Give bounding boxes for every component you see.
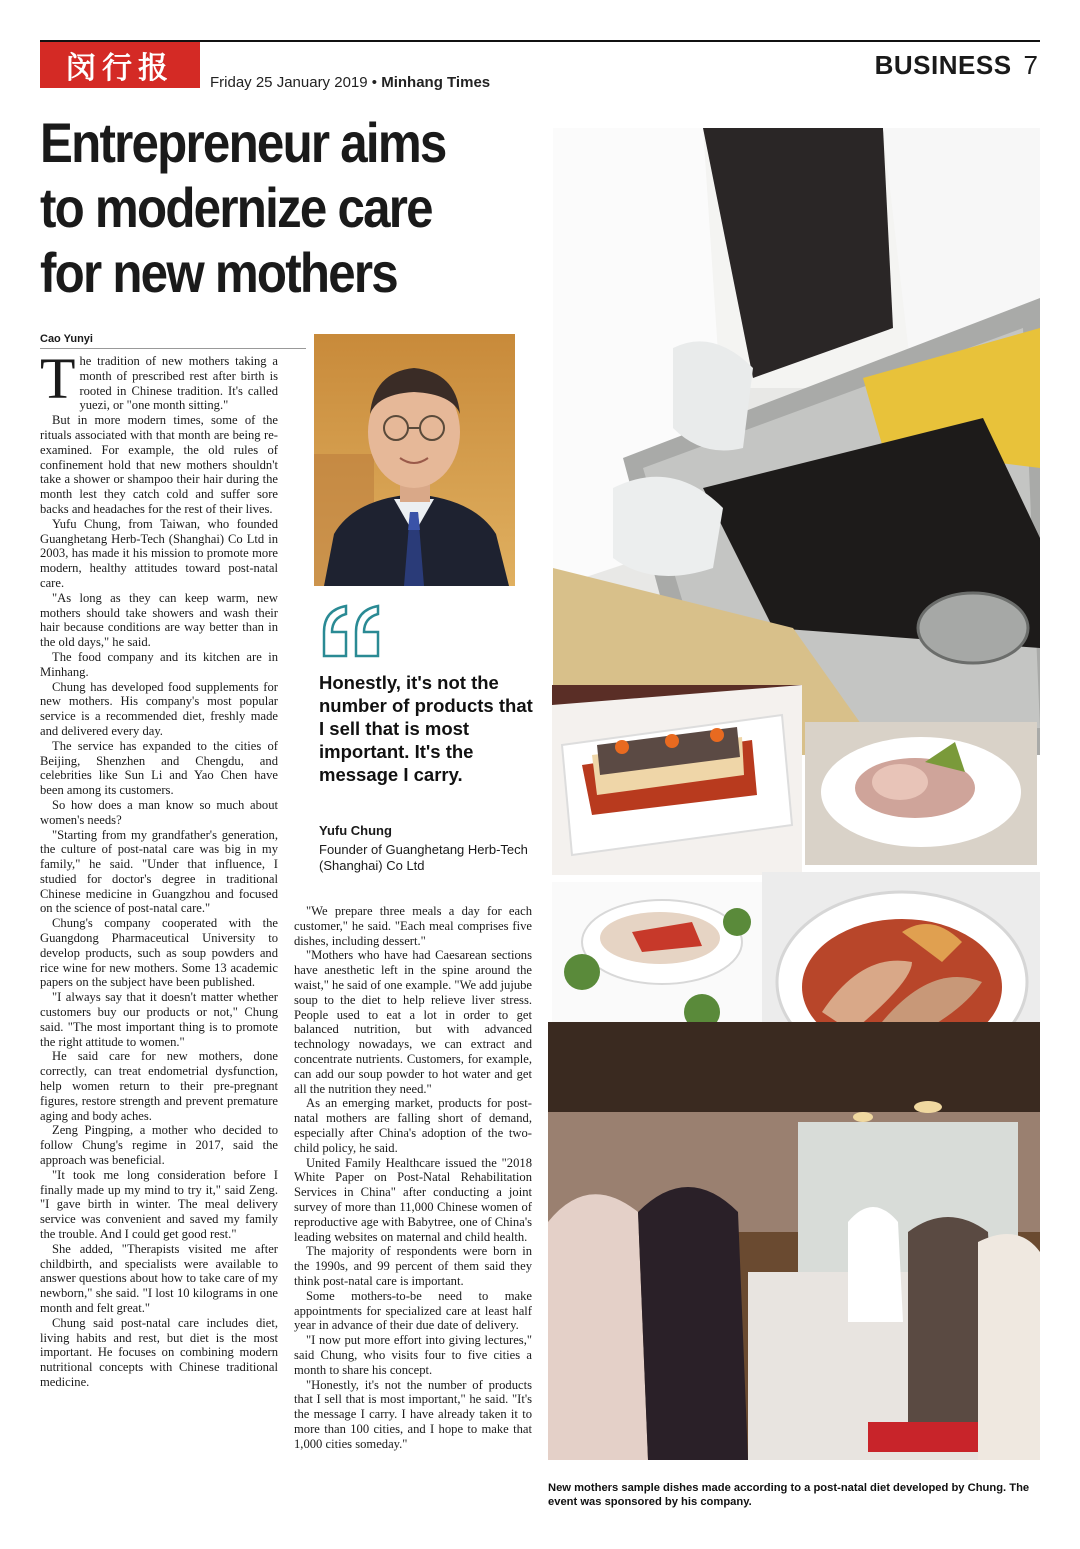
byline: Cao Yunyi <box>40 333 306 349</box>
dateline <box>210 74 490 91</box>
drop-cap: T <box>40 354 76 411</box>
article-column-1 <box>40 354 278 1514</box>
soup-bowl-photo <box>552 882 762 1042</box>
section-name: BUSINESS <box>874 50 1012 80</box>
article-paragraph: "Mothers who have had Caesarean sections have anesthetic left in the spine around the waist," he said of one example. "We add jujube soup to the diet to help relieve liver stress. People used to eat a lot in order to get balanced nutrition, but with advanced technology nowadays, we can extract and concentrate nutrients. Customers, for example, can add our soup powder to hot water and get all the nutrition they need." <box>294 948 532 1096</box>
article-paragraph: "I always say that it doesn't matter whether customers buy our products or not," Chung said. "The most important thing is to promote the right attitude to women." <box>40 990 278 1049</box>
article-column-2 <box>294 904 532 1514</box>
article-paragraph: "Honestly, it's not the number of products that I sell that is most important," he said. "It's the message I carry. I have already taken it to more than 100 cities, and I hope to make that 1,000 cities someday." <box>294 1377 532 1451</box>
stuffed-dish-photo <box>805 722 1037 865</box>
publication-name: Minhang Times <box>381 74 491 91</box>
headline-line: for new mothers <box>40 241 397 304</box>
kitchen-grains-photo <box>553 128 1040 755</box>
article-paragraph: The tradition of new mothers taking a month of prescribed rest after birth is rooted in Chinese tradition. It's called yuezi, or "one month sitting." <box>40 354 278 413</box>
article-paragraph: So how does a man know so much about women's needs? <box>40 797 278 827</box>
quote-mark-icon <box>318 604 384 660</box>
quote-author-title: Founder of Guanghetang Herb-Tech (Shanghai) Co Ltd <box>319 842 528 873</box>
article-paragraph: The service has expanded to the cities of Beijing, Shenzhen and Chengdu, and celebrities like Sun Li and Yao Chen have been among its customers. <box>40 738 278 798</box>
article-paragraph: United Family Healthcare issued the "2018 White Paper on Post-Natal Rehabilitation Services in China" after conducting a joint survey of more than 11,000 Chinese women of reproductive age with Babytree, one of China's leading websites on maternal and child health. <box>294 1155 532 1244</box>
article-paragraph: Some mothers-to-be need to make appointments for specialized care at least half year in advance of their due date of delivery. <box>294 1288 532 1333</box>
article-paragraph: The majority of respondents were born in the 1990s, and 99 percent of them said they think post-natal care is important. <box>294 1244 532 1288</box>
article-paragraph: Chung's company cooperated with the Guangdong Pharmaceutical University to develop products, such as soup powders and rice wine for new mothers. Some 13 academic papers on the subject have been published. <box>40 916 278 990</box>
headline-line: to modernize care <box>40 176 432 239</box>
article-paragraph: The food company and its kitchen are in Minhang. <box>40 649 278 679</box>
article-paragraph: "We prepare three meals a day for each customer," he said. "Each meal comprises five dishes, including dessert." <box>294 904 532 948</box>
article-paragraph: He said care for new mothers, done correctly, can treat endometrial dysfunction, help women return to their pre-pregnant figures, restore strength and prevent premature aging and body aches. <box>40 1049 278 1123</box>
article-paragraph: "As long as they can keep warm, new mothers should take showers and wash their hair because conditions are way better than in the old days," he said. <box>40 590 278 650</box>
article-paragraph: "Starting from my grandfather's generation, the culture of post-natal care was big in my family," he said. "Under that influence, I studied for doctor's degree in traditional Chinese medicine in Guangzhou and focused on the science of post-natal care." <box>40 827 278 916</box>
pull-quote: Honestly, it's not the number of products that I sell that is most important. It's the message I carry. <box>319 672 533 785</box>
article-paragraph: Chung has developed food supplements for new mothers. His company's most popular service is a recommended diet, freshly made and delivered every day. <box>40 679 278 738</box>
headline-line: Entrepreneur aims <box>40 111 446 174</box>
issue-date: Friday 25 January 2019 <box>210 74 368 91</box>
article-paragraph: Chung said post-natal care includes diet, living habits and rest, but diet is the most important. He focuses on combining modern nutritional concepts with Chinese traditional medicine. <box>40 1315 278 1389</box>
article-paragraph: But in more modern times, some of the rituals associated with that month are being re-examined. For example, the old rules of confinement hold that new mothers shouldn't take a shower or shampoo their hair during the month lest they catch cold and suffer sore backs and headaches for the rest of their lives. <box>40 413 278 516</box>
quote-author: Yufu Chung <box>319 823 392 838</box>
photo-caption: New mothers sample dishes made according to a post-natal diet developed by Chung. The event was sponsored by his company. <box>548 1482 1030 1508</box>
section-header <box>875 50 1038 81</box>
page-number: 7 <box>1023 50 1038 80</box>
dateline-separator: • <box>371 74 378 91</box>
headline <box>40 110 480 305</box>
article-paragraph: She added, "Therapists visited me after childbirth, and specialists were available to answer questions about how to take care of my newborn," she said. "I lost 10 kilograms in one month and felt great." <box>40 1241 278 1315</box>
masthead-logo: 闵行报 <box>40 42 200 88</box>
article-paragraph: Zeng Pingping, a mother who decided to follow Chung's regime in 2017, said the approach was beneficial. <box>40 1123 278 1168</box>
article-paragraph: Yufu Chung, from Taiwan, who founded Guanghetang Herb-Tech (Shanghai) Co Ltd in 2003, has made it his mission to promote more modern, healthy attitudes toward post-natal care. <box>40 516 278 590</box>
article-paragraph: As an emerging market, products for post-natal mothers are falling short of demand, especially after China's adoption of the two-child policy, he said. <box>294 1096 532 1155</box>
article-paragraph: "It took me long consideration before I finally made up my mind to try it," said Zeng. "I gave birth in winter. The meal delivery service was convenient and saved my family the trouble. And I could get good rest." <box>40 1167 278 1242</box>
tasting-event-photo <box>548 1022 1040 1460</box>
beef-tofu-dish-photo <box>552 685 802 875</box>
article-paragraph: "I now put more effort into giving lectures," said Chung, who visits four to five cities a month to share his concept. <box>294 1333 532 1377</box>
portrait-photo <box>314 334 515 586</box>
